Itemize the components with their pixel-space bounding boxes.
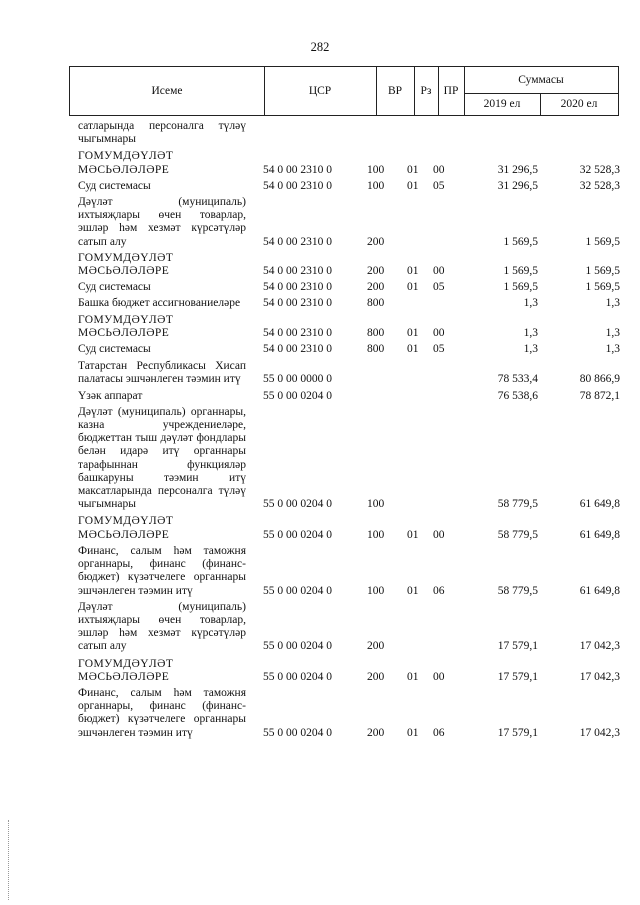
row-sum-2020: 78 872,1 (579, 389, 620, 402)
row-sum-2020: 32 528,3 (579, 179, 620, 192)
row-csr: 54 0 00 2310 0 (263, 281, 332, 294)
table-row (78, 360, 626, 386)
row-name: ГОМУМДӘҮЛӘТ МӘСЬӘЛӘЛӘРЕ (78, 657, 174, 683)
row-csr: 54 0 00 2310 0 (263, 179, 332, 192)
row-sum-2019: 1 569,5 (503, 235, 538, 248)
row-sum-2019: 58 779,5 (497, 584, 538, 597)
table-row (78, 687, 626, 740)
table-row (78, 545, 626, 598)
header-name: Исеме (151, 85, 183, 97)
row-sum-2019: 1 569,5 (503, 265, 538, 278)
row-name: Үзәк аппарат (78, 389, 143, 402)
row-name: Дәүләт (муниципаль) ихтыяҗлары өчен товарлар, эшләр һәм хезмәт күрсәтүләр сатып алу (78, 196, 246, 248)
row-vr: 800 (367, 343, 385, 356)
table-row (78, 281, 626, 294)
table-body (78, 117, 626, 740)
row-sum-2019: 31 296,5 (497, 179, 538, 192)
table-row (78, 314, 626, 340)
row-name: Башка бюджет ассигнованиеләре (78, 297, 241, 310)
row-rz: 01 (407, 281, 419, 294)
table-row (78, 180, 626, 193)
row-sum-2020: 17 042,3 (579, 640, 620, 653)
row-rz: 01 (407, 265, 419, 278)
row-pr: 00 (433, 528, 445, 541)
table-row (78, 252, 626, 278)
row-sum-2019: 17 579,1 (497, 640, 538, 653)
row-rz: 01 (407, 326, 419, 339)
row-pr: 05 (433, 281, 445, 294)
table-row (78, 390, 626, 403)
margin-marks (8, 820, 11, 900)
row-rz: 01 (407, 528, 419, 541)
row-vr: 800 (367, 297, 385, 310)
row-csr: 55 0 00 0000 0 (263, 373, 332, 386)
row-pr: 05 (433, 179, 445, 192)
row-name: ГОМУМДӘҮЛӘТ МӘСЬӘЛӘЛӘРЕ (78, 251, 174, 278)
row-name: Суд системасы (78, 179, 151, 192)
row-vr: 200 (367, 235, 385, 248)
row-sum-2019: 31 296,5 (497, 163, 538, 176)
row-sum-2019: 1,3 (523, 326, 538, 339)
table-row (78, 150, 626, 176)
row-vr: 800 (367, 326, 385, 339)
row-sum-2020: 61 649,8 (579, 498, 620, 511)
row-vr: 100 (367, 498, 385, 511)
row-csr: 55 0 00 0204 0 (263, 726, 332, 739)
row-vr: 200 (367, 265, 385, 278)
row-vr: 100 (367, 179, 385, 192)
row-sum-2019: 58 779,5 (497, 528, 538, 541)
row-sum-2019: 1,3 (523, 343, 538, 356)
row-name: ГОМУМДӘҮЛӘТ МӘСЬӘЛӘЛӘРЕ (78, 313, 174, 339)
row-sum-2019: 58 779,5 (497, 498, 538, 511)
row-csr: 55 0 00 0204 0 (263, 640, 332, 653)
row-sum-2019: 78 533,4 (497, 373, 538, 386)
row-sum-2020: 1 569,5 (585, 265, 620, 278)
row-vr: 100 (367, 528, 385, 541)
row-sum-2020: 1,3 (605, 297, 620, 310)
table-row (78, 601, 626, 654)
header-year-2020: 2020 ел (560, 98, 598, 110)
row-vr: 200 (367, 640, 385, 653)
table-row (78, 515, 626, 541)
row-csr: 55 0 00 0204 0 (263, 584, 332, 597)
row-name: Финанс, салым һәм таможня органнары, финанс (финанс-бюджет) күзәтчелеге органнары эшчәнлеген тәэмин итү (78, 544, 246, 597)
row-name: Финанс, салым һәм таможня органнары, финанс (финанс-бюджет) күзәтчелеге органнары эшчәнлеген тәэмин итү (78, 686, 246, 739)
header-rz: Рз (420, 85, 432, 97)
row-sum-2020: 1,3 (605, 326, 620, 339)
row-pr: 06 (433, 584, 445, 597)
table-row (78, 343, 626, 356)
row-name: ГОМУМДӘҮЛӘТ МӘСЬӘЛӘЛӘРЕ (78, 515, 174, 541)
row-pr: 06 (433, 726, 445, 739)
page-number: 282 (310, 40, 330, 54)
table-row (78, 406, 626, 512)
table-row (78, 196, 626, 249)
row-sum-2019: 1 569,5 (503, 281, 538, 294)
row-csr: 54 0 00 2310 0 (263, 265, 332, 278)
row-rz: 01 (407, 343, 419, 356)
row-name: Дәүләт (муниципаль) ихтыяҗлары өчен товарлар, эшләр һәм хезмәт күрсәтүләр сатып алу (78, 600, 246, 653)
row-sum-2019: 17 579,1 (497, 726, 538, 739)
row-name: ГОМУМДӘҮЛӘТ МӘСЬӘЛӘЛӘРЕ (78, 150, 174, 176)
row-vr: 200 (367, 726, 385, 739)
row-pr: 00 (433, 670, 445, 683)
row-rz: 01 (407, 584, 419, 597)
row-sum-2020: 61 649,8 (579, 584, 620, 597)
row-vr: 100 (367, 584, 385, 597)
header-sums: Суммасы (518, 74, 564, 86)
row-csr: 54 0 00 2310 0 (263, 235, 332, 248)
header-pr: ПР (443, 85, 459, 97)
row-rz: 01 (407, 163, 419, 176)
row-sum-2020: 1,3 (605, 343, 620, 356)
row-vr: 200 (367, 281, 385, 294)
row-sum-2019: 76 538,6 (497, 389, 538, 402)
row-sum-2020: 1 569,5 (585, 235, 620, 248)
row-pr: 00 (433, 265, 445, 278)
row-sum-2020: 17 042,3 (579, 726, 620, 739)
row-csr: 54 0 00 2310 0 (263, 297, 332, 310)
row-name: Суд системасы (78, 281, 151, 294)
row-sum-2020: 32 528,3 (579, 163, 620, 176)
row-sum-2019: 1,3 (523, 297, 538, 310)
row-name: Суд системасы (78, 343, 151, 356)
table-row (78, 120, 626, 146)
row-rz: 01 (407, 179, 419, 192)
header-year-2019: 2019 ел (483, 98, 521, 110)
row-csr: 55 0 00 0204 0 (263, 389, 332, 402)
table-row (78, 297, 626, 310)
row-rz: 01 (407, 726, 419, 739)
row-name: сатларында персоналга түләү чыгымнары (78, 120, 246, 146)
row-sum-2019: 17 579,1 (497, 670, 538, 683)
row-vr: 200 (367, 670, 385, 683)
row-csr: 55 0 00 0204 0 (263, 498, 332, 511)
row-sum-2020: 61 649,8 (579, 528, 620, 541)
header-vr: ВР (387, 85, 403, 97)
table-header (69, 66, 619, 116)
row-csr: 54 0 00 2310 0 (263, 326, 332, 339)
row-rz: 01 (407, 670, 419, 683)
row-sum-2020: 1 569,5 (585, 281, 620, 294)
row-pr: 05 (433, 343, 445, 356)
row-pr: 00 (433, 326, 445, 339)
row-name: Дәүләт (муниципаль) органнары, казна учреждениеләре, бюджеттан тыш дәүләт фондлары белән идарә итү органнары тарафыннан функцияләр башкаруны тәэмин итү максатларында персоналга түләү чыгымнары (78, 405, 246, 511)
row-csr: 55 0 00 0204 0 (263, 670, 332, 683)
row-pr: 00 (433, 163, 445, 176)
row-csr: 54 0 00 2310 0 (263, 163, 332, 176)
row-csr: 55 0 00 0204 0 (263, 528, 332, 541)
header-csr: ЦСР (308, 85, 332, 97)
row-sum-2020: 80 866,9 (579, 373, 620, 386)
row-sum-2020: 17 042,3 (579, 670, 620, 683)
row-vr: 100 (367, 163, 385, 176)
row-name: Татарстан Республикасы Хисап палатасы эшчәнлеген тәэмин итү (78, 360, 246, 386)
table-row (78, 658, 626, 684)
row-csr: 54 0 00 2310 0 (263, 343, 332, 356)
